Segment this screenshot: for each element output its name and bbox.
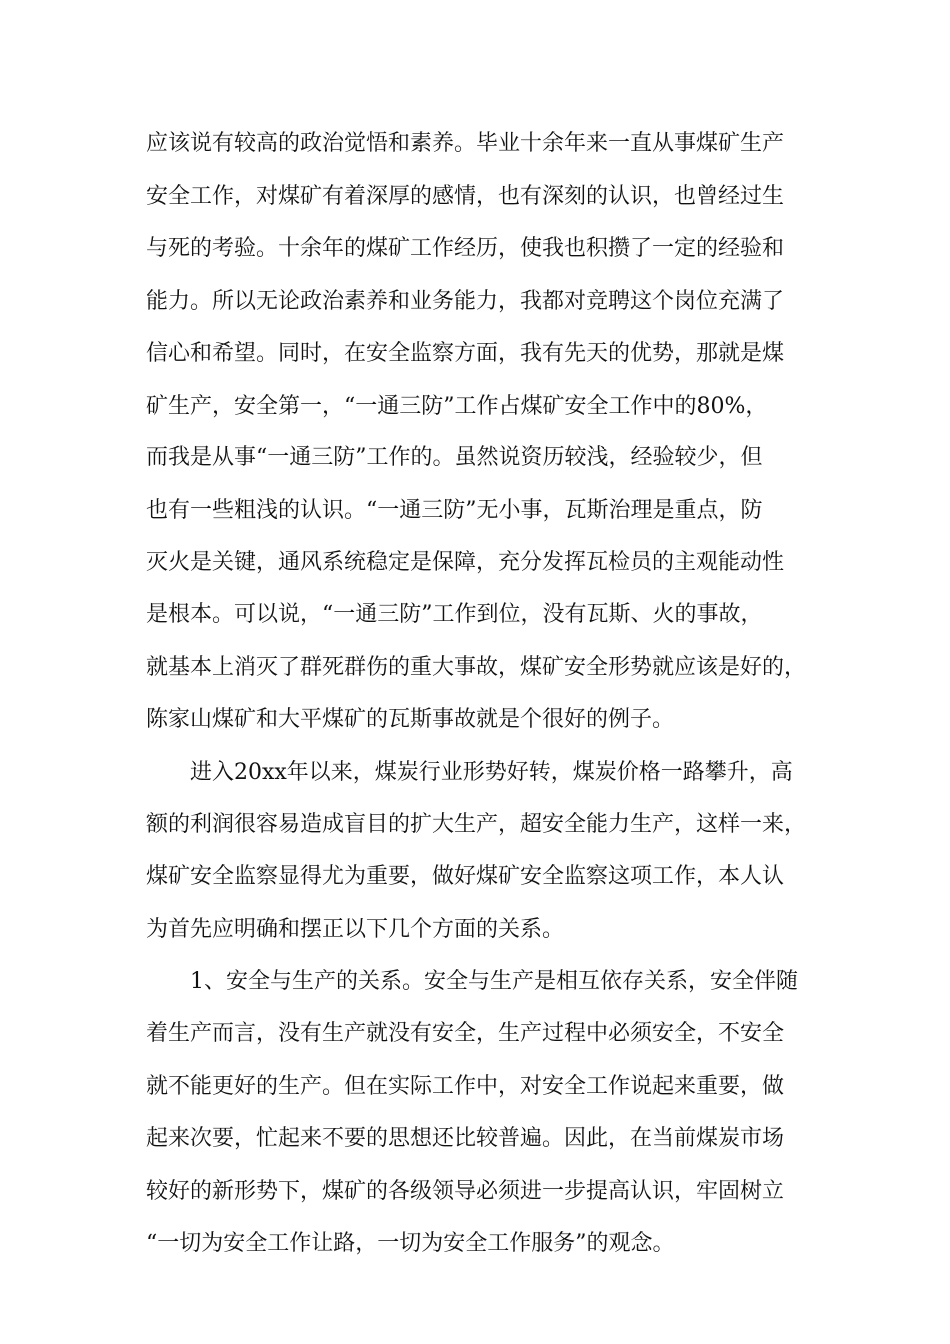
text-line: 起来次要，忙起来不要的思想还比较普遍。因此，在当前煤炭市场: [146, 1126, 785, 1151]
text-line: 进入20xx年以来，煤炭行业形势好转，煤炭价格一路攀升，高: [190, 760, 793, 785]
text-line: 灭火是关键，通风系统稳定是保障，充分发挥瓦检员的主观能动性: [146, 550, 785, 575]
text-line: 而我是从事“一通三防”工作的。虽然说资历较浅，经验较少，但: [146, 445, 763, 470]
text-line: 与死的考验。十余年的煤矿工作经历，使我也积攒了一定的经验和: [146, 236, 785, 261]
text-line: 能力。所以无论政治素养和业务能力，我都对竞聘这个岗位充满了: [146, 289, 785, 314]
text-line: 就不能更好的生产。但在实际工作中，对安全工作说起来重要，做: [146, 1074, 785, 1099]
text-line: 也有一些粗浅的认识。“一通三防”无小事，瓦斯治理是重点，防: [146, 498, 763, 523]
text-line: 较好的新形势下，煤矿的各级领导必须进一步提高认识，牢固树立: [146, 1179, 785, 1204]
text-line: 信心和希望。同时，在安全监察方面，我有先天的优势，那就是煤: [146, 341, 785, 366]
text-line: 应该说有较高的政治觉悟和素养。毕业十余年来一直从事煤矿生产: [146, 131, 785, 156]
text-line: 煤矿安全监察显得尤为重要，做好煤矿安全监察这项工作，本人认: [146, 864, 785, 889]
text-line: 为首先应明确和摆正以下几个方面的关系。: [146, 917, 565, 942]
text-line: 是根本。可以说，“一通三防”工作到位，没有瓦斯、火的事故，: [146, 602, 763, 627]
text-line: “一切为安全工作让路，一切为安全工作服务”的观念。: [146, 1231, 675, 1256]
text-line: 1、安全与生产的关系。安全与生产是相互依存关系，安全伴随: [190, 969, 798, 994]
text-line: 着生产而言，没有生产就没有安全，生产过程中必须安全，不安全: [146, 1021, 785, 1046]
text-line: 安全工作，对煤矿有着深厚的感情，也有深刻的认识，也曾经过生: [146, 184, 785, 209]
text-line: 就基本上消灭了群死群伤的重大事故，煤矿安全形势就应该是好的，: [146, 655, 807, 680]
text-line: 矿生产，安全第一，“一通三防”工作占煤矿安全工作中的80%，: [146, 394, 768, 419]
text-line: 额的利润很容易造成盲目的扩大生产，超安全能力生产，这样一来，: [146, 812, 807, 837]
text-line: 陈家山煤矿和大平煤矿的瓦斯事故就是个很好的例子。: [146, 707, 675, 732]
